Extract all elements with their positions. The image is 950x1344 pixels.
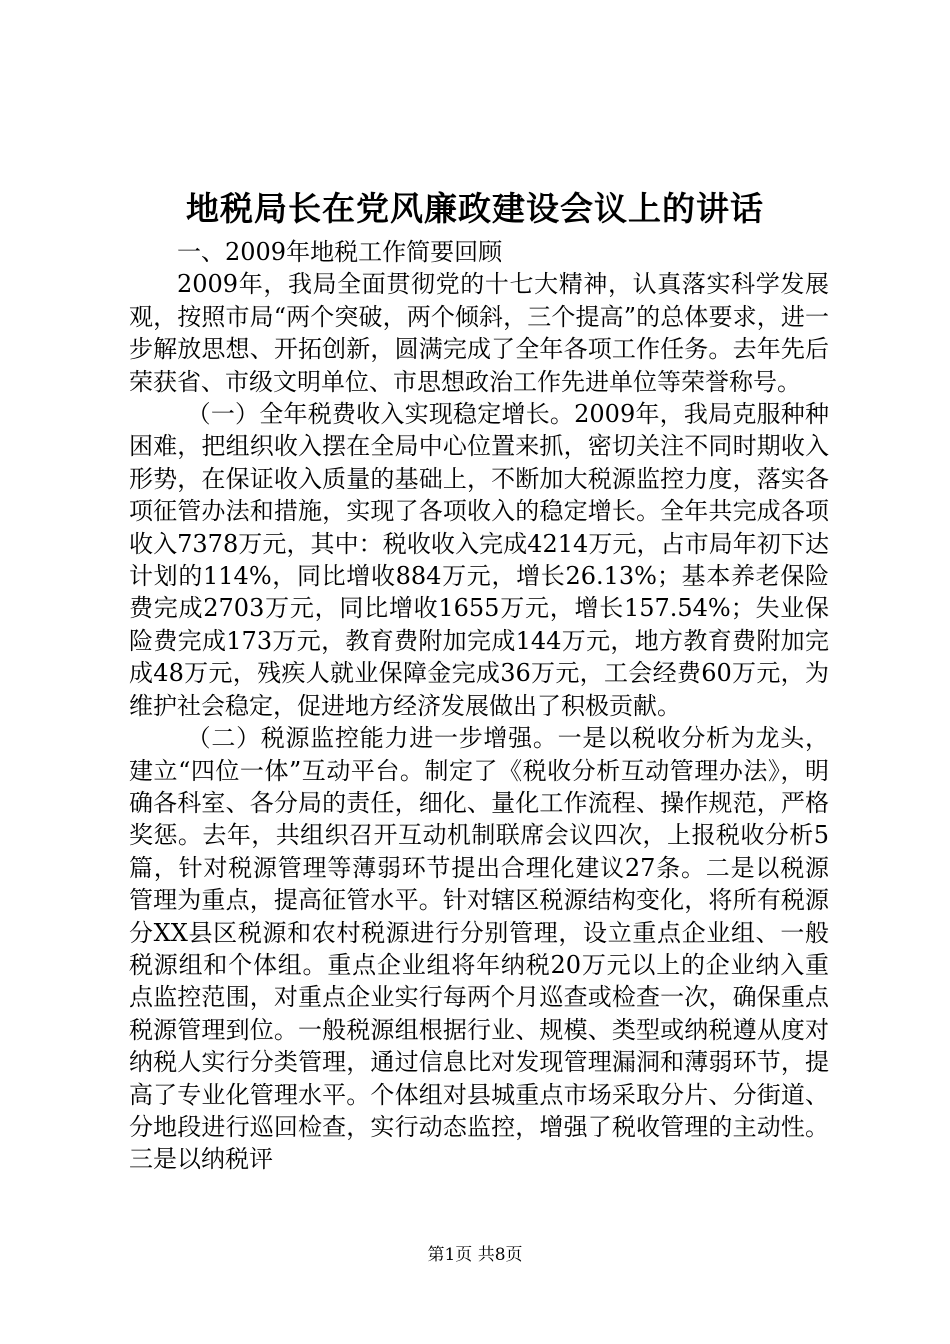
body-paragraph: 2009年，我局全面贯彻党的十七大精神，认真落实科学发展观，按照市局“两个突破，两个倾斜，三个提高”的总体要求，进一步解放思想、开拓创新，圆满完成了全年各项工作任务。去年先后荣获省、市级文明单位、市思想政治工作先进单位等荣誉称号。	[129, 270, 829, 396]
section-heading: 一、2009年地税工作简要回顾	[177, 238, 503, 266]
body-paragraph: （一）全年税费收入实现稳定增长。2009年，我局克服种种困难，把组织收入摆在全局中心位置来抓，密切关注不同时期收入形势，在保证收入质量的基础上，不断加大税源监控力度，落实各项征管办法和措施，实现了各项收入的稳定增长。全年共完成各项收入7378万元，其中：税收收入完成4214万元，占市局年初下达计划的114%，同比增收884万元，增长26.13%；基本养老保险费完成2703万元，同比增收1655万元，增长157.54%；失业保险费完成173万元，教育费附加完成144万元，地方教育费附加完成48万元，残疾人就业保障金完成36万元，工会经费60万元，为维护社会稳定，促进地方经济发展做出了积极贡献。	[129, 400, 829, 720]
page-number-footer: 第1页 共8页	[427, 1245, 523, 1265]
document-title: 地税局长在党风廉政建设会议上的讲话	[186, 189, 764, 228]
body-paragraph: （二）税源监控能力进一步增强。一是以税收分析为龙头，建立“四位一体”互动平台。制定了《税收分析互动管理办法》，明确各科室、各分局的责任，细化、量化工作流程、操作规范，严格奖惩。去年，共组织召开互动机制联席会议四次，上报税收分析5篇，针对税源管理等薄弱环节提出合理化建议27条。二是以税源管理为重点，提高征管水平。针对辖区税源结构变化，将所有税源分XX县区税源和农村税源进行分别管理，设立重点企业组、一般税源组和个体组。重点企业组将年纳税20万元以上的企业纳入重点监控范围，对重点企业实行每两个月巡查或检查一次，确保重点税源管理到位。一般税源组根据行业、规模、类型或纳税遵从度对纳税人实行分类管理，通过信息比对发现管理漏洞和薄弱环节，提高了专业化管理水平。个体组对县城重点市场采取分片、分街道、分地段进行巡回检查，实行动态监控，增强了税收管理的主动性。三是以纳税评	[129, 724, 829, 1174]
document-body	[129, 236, 829, 1176]
